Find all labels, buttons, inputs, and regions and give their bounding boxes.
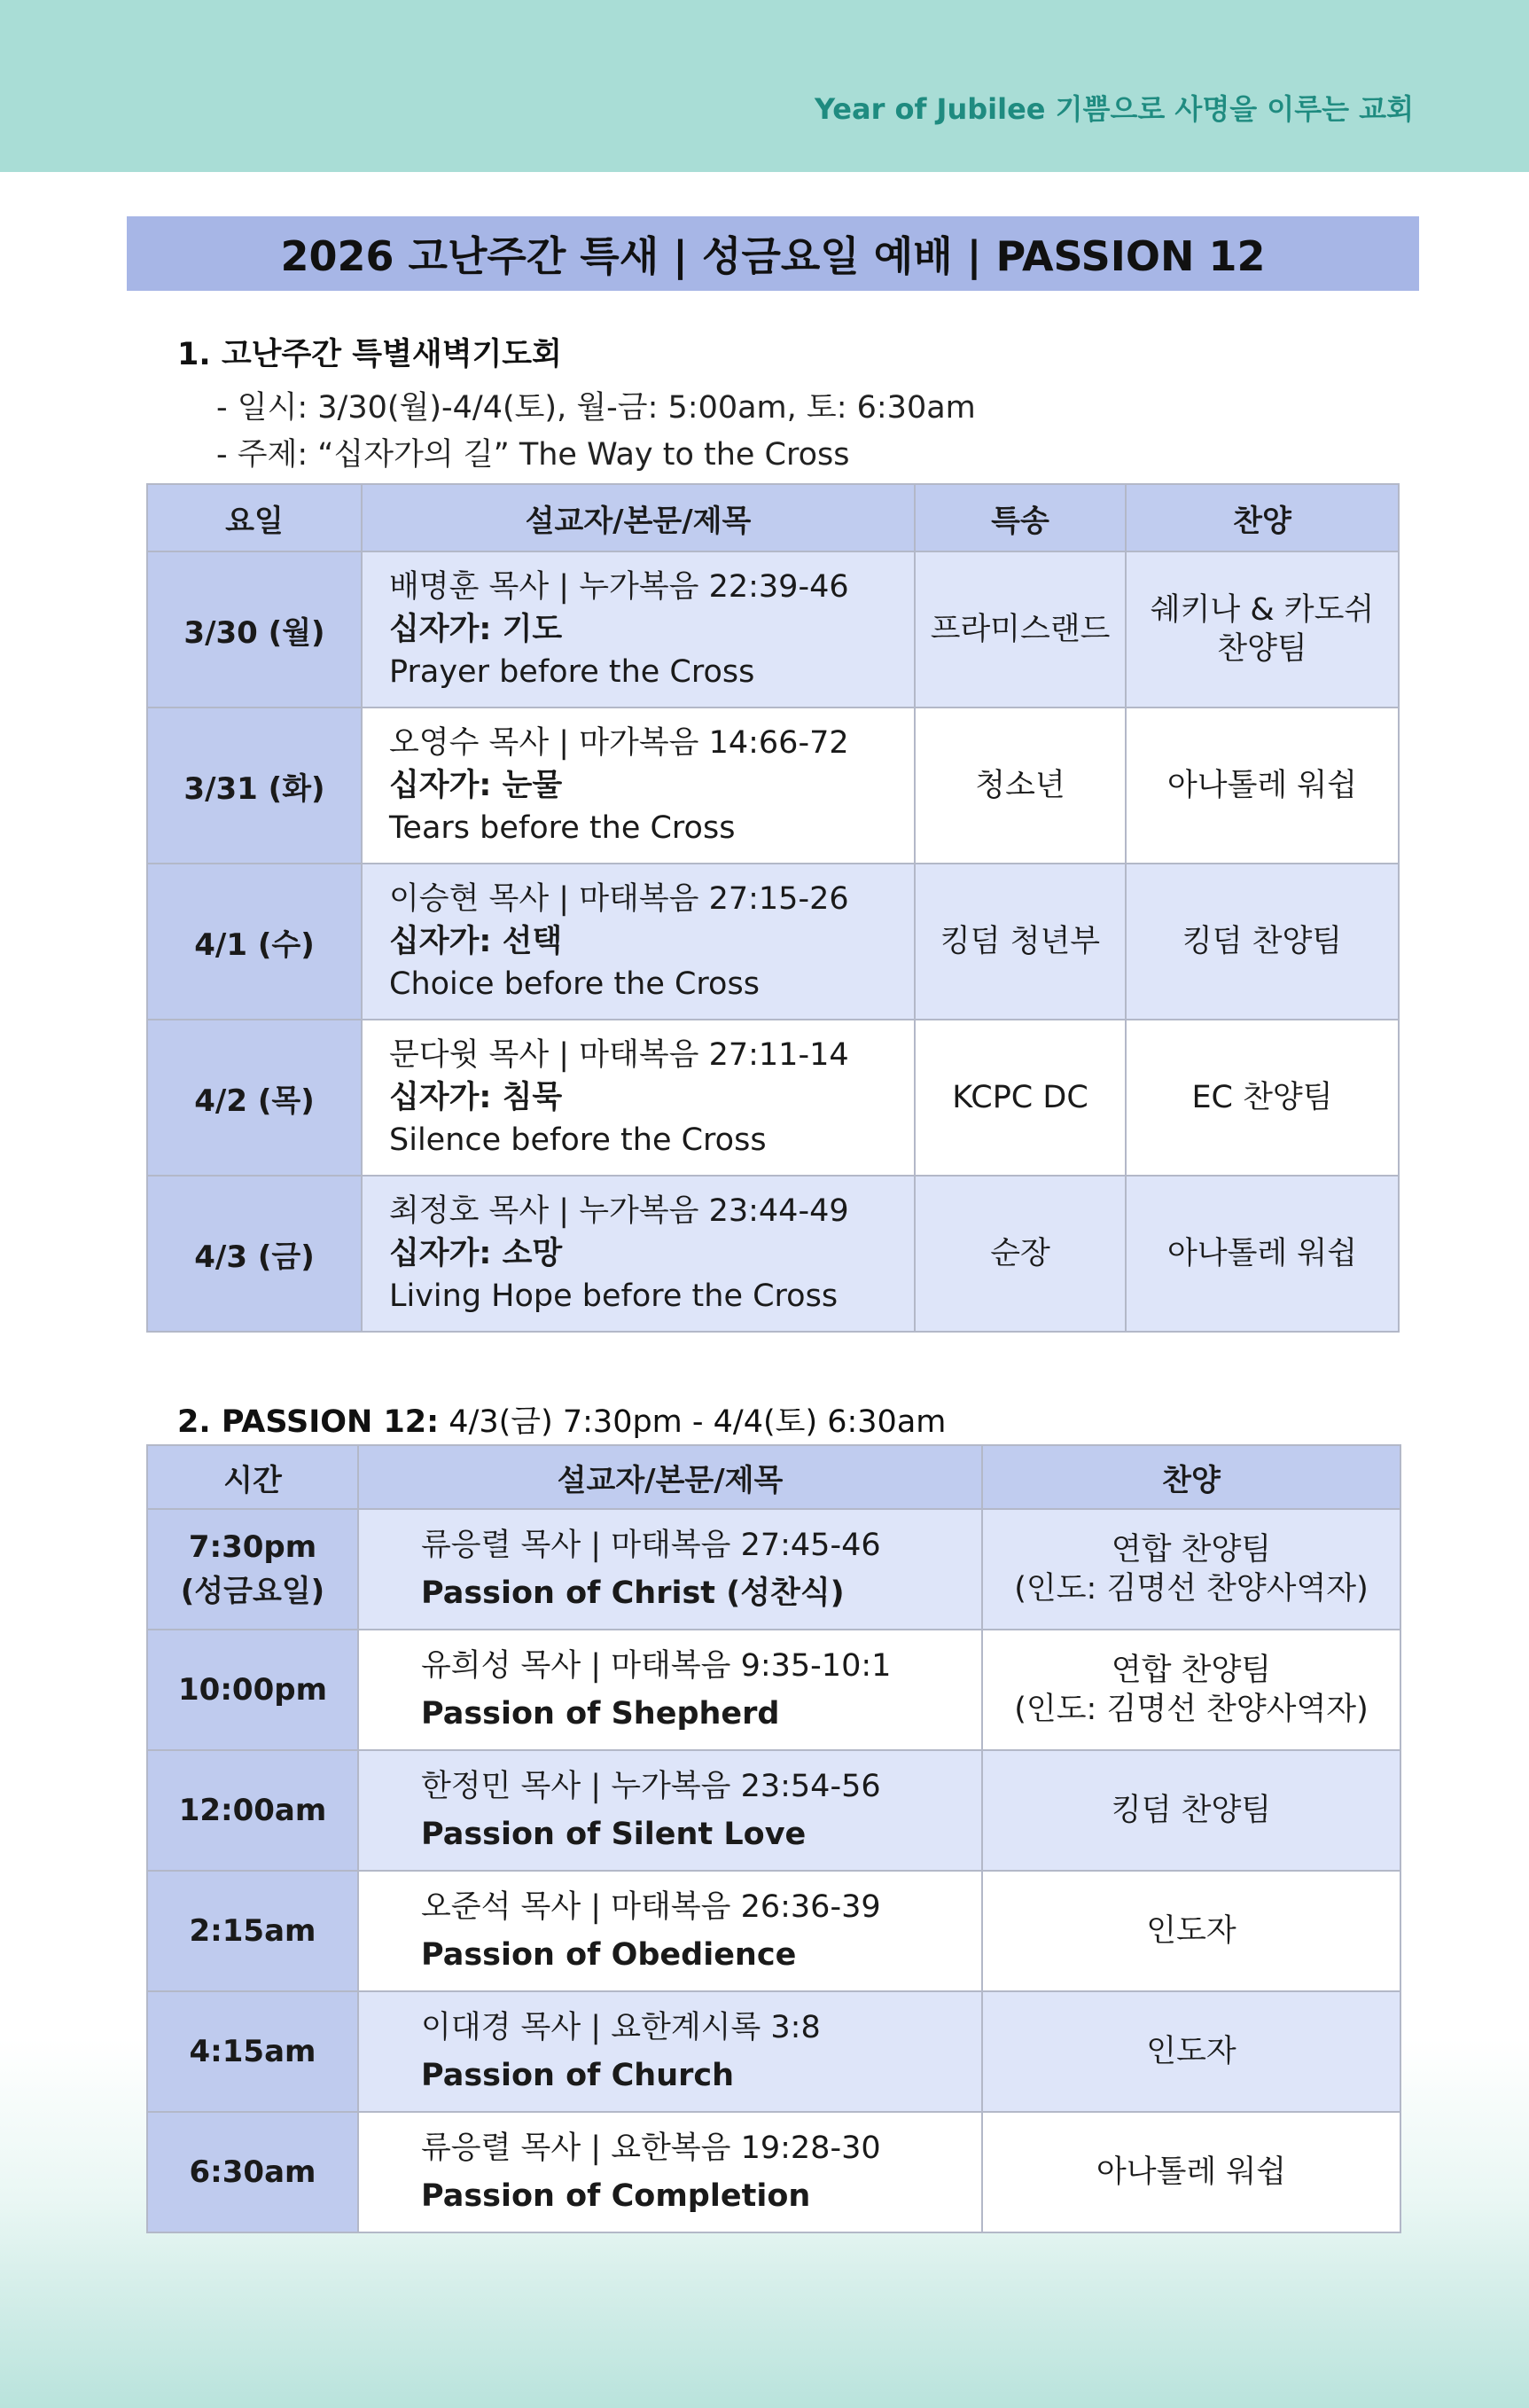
preacher-line: 배명훈 목사 | 누가복음 22:39-46 bbox=[389, 569, 849, 605]
section2-heading-label: 2. PASSION 12: bbox=[177, 1404, 440, 1440]
column-header-special: 특송 bbox=[915, 484, 1126, 551]
row-sermon bbox=[362, 1176, 915, 1332]
row-sermon bbox=[362, 551, 915, 708]
row-worship: 아나톨레 워쉽 bbox=[982, 2112, 1400, 2232]
row-worship: 아나톨레 워쉽 bbox=[1126, 708, 1399, 864]
table-row bbox=[147, 1509, 1400, 1630]
worship-team: 연합 찬양팀 bbox=[1111, 1532, 1272, 1568]
row-time: 2:15am bbox=[147, 1871, 358, 1991]
section1-heading: 1. 고난주간 특별새벽기도회 bbox=[177, 337, 562, 372]
sermon-title-en: Passion of Completion bbox=[421, 2178, 811, 2214]
table-row bbox=[147, 708, 1399, 864]
row-special: 순장 bbox=[915, 1176, 1126, 1332]
row-sermon bbox=[358, 1991, 982, 2112]
row-day: 4/2 (목) bbox=[147, 1020, 362, 1176]
table-row bbox=[147, 864, 1399, 1020]
time-value: 7:30pm bbox=[188, 1529, 317, 1565]
sermon-title-ko: 십자가: 소망 bbox=[389, 1236, 563, 1271]
row-sermon bbox=[362, 864, 915, 1020]
worship-leader: (인도: 김명선 찬양사역자) bbox=[1014, 1571, 1369, 1607]
row-special: KCPC DC bbox=[915, 1020, 1126, 1176]
sermon-title-en: Tears before the Cross bbox=[389, 810, 736, 846]
row-worship: 아나톨레 워쉽 bbox=[1126, 1176, 1399, 1332]
preacher-line: 류응렬 목사 | 요한복음 19:28-30 bbox=[421, 2130, 881, 2166]
row-day: 4/3 (금) bbox=[147, 1176, 362, 1332]
page-title: 2026 고난주간 특새 | 성금요일 예배 | PASSION 12 bbox=[127, 216, 1419, 291]
worship-leader: (인도: 김명선 찬양사역자) bbox=[1014, 1692, 1369, 1727]
row-time: 12:00am bbox=[147, 1750, 358, 1871]
table-row bbox=[147, 551, 1399, 708]
row-time bbox=[147, 1630, 358, 1750]
sermon-title-en: Prayer before the Cross bbox=[389, 654, 755, 690]
preacher-line: 최정호 목사 | 누가복음 23:44-49 bbox=[389, 1193, 849, 1229]
column-header-worship: 찬양 bbox=[982, 1445, 1400, 1509]
row-time: 6:30am bbox=[147, 2112, 358, 2232]
sermon-title-en: Passion of Shepherd bbox=[421, 1696, 780, 1732]
row-special: 프라미스랜드 bbox=[915, 551, 1126, 708]
section1-schedule: - 일시: 3/30(월)-4/4(토), 월-금: 5:00am, 토: 6:30am bbox=[216, 390, 976, 426]
row-worship: 킹덤 찬양팀 bbox=[1126, 864, 1399, 1020]
row-sermon bbox=[358, 1509, 982, 1630]
table-row bbox=[147, 1020, 1399, 1176]
column-header-time: 시간 bbox=[147, 1445, 358, 1509]
sermon-title-ko: 십자가: 침묵 bbox=[389, 1080, 563, 1115]
table-row bbox=[147, 2112, 1400, 2232]
column-header-day: 요일 bbox=[147, 484, 362, 551]
sermon-title-en: Passion of Obedience bbox=[421, 1937, 797, 1973]
sermon-title-en: Passion of Church bbox=[421, 2058, 735, 2093]
row-special: 킹덤 청년부 bbox=[915, 864, 1126, 1020]
row-day: 4/1 (수) bbox=[147, 864, 362, 1020]
sermon-title-note: (성찬식) bbox=[715, 1575, 845, 1611]
preacher-line: 유희성 목사 | 마태복음 9:35-10:1 bbox=[421, 1648, 892, 1684]
preacher-line: 류응렬 목사 | 마태복음 27:45-46 bbox=[421, 1528, 881, 1563]
preacher-line: 한정민 목사 | 누가복음 23:54-56 bbox=[421, 1769, 881, 1804]
row-worship bbox=[982, 1509, 1400, 1630]
section1-theme: - 주제: “십자가의 길” The Way to the Cross bbox=[216, 437, 850, 473]
sermon-title-ko: 십자가: 기도 bbox=[389, 612, 563, 647]
row-day: 3/31 (화) bbox=[147, 708, 362, 864]
row-time bbox=[147, 1509, 358, 1630]
table-row bbox=[147, 1630, 1400, 1750]
section2-heading bbox=[177, 1397, 946, 1442]
dawn-prayer-table bbox=[146, 483, 1400, 1333]
row-worship: 킹덤 찬양팀 bbox=[982, 1750, 1400, 1871]
preacher-line: 문다윗 목사 | 마태복음 27:11-14 bbox=[389, 1037, 849, 1073]
column-header-preacher: 설교자/본문/제목 bbox=[358, 1445, 982, 1509]
passion12-table bbox=[146, 1444, 1401, 2233]
row-sermon bbox=[358, 1750, 982, 1871]
row-sermon bbox=[358, 2112, 982, 2232]
row-worship bbox=[982, 1630, 1400, 1750]
preacher-line: 오영수 목사 | 마가복음 14:66-72 bbox=[389, 725, 849, 761]
row-special: 청소년 bbox=[915, 708, 1126, 864]
preacher-line: 오준석 목사 | 마태복음 26:36-39 bbox=[421, 1889, 881, 1925]
column-header-worship: 찬양 bbox=[1126, 484, 1399, 551]
row-sermon bbox=[362, 1020, 915, 1176]
sermon-title-en: Living Hope before the Cross bbox=[389, 1278, 839, 1314]
worship-team: 연합 찬양팀 bbox=[1111, 1653, 1272, 1688]
church-motto: Year of Jubilee 기쁨으로 사명을 이루는 교회 bbox=[815, 92, 1414, 126]
sermon-title-en: Choice before the Cross bbox=[389, 966, 760, 1002]
column-header-preacher: 설교자/본문/제목 bbox=[362, 484, 915, 551]
sermon-title-en: Silence before the Cross bbox=[389, 1122, 767, 1158]
time-note: (성금요일) bbox=[180, 1574, 325, 1609]
table-row bbox=[147, 1991, 1400, 2112]
row-worship: EC 찬양팀 bbox=[1126, 1020, 1399, 1176]
header-band bbox=[0, 0, 1529, 172]
row-time: 4:15am bbox=[147, 1991, 358, 2112]
row-sermon bbox=[358, 1630, 982, 1750]
preacher-line: 이승현 목사 | 마태복음 27:15-26 bbox=[389, 881, 849, 917]
time-value: 10:00pm bbox=[178, 1672, 327, 1708]
row-day: 3/30 (월) bbox=[147, 551, 362, 708]
sermon-title-ko: 십자가: 눈물 bbox=[389, 768, 563, 803]
sermon-title bbox=[421, 1569, 981, 1617]
section2-schedule: 4/3(금) 7:30pm - 4/4(토) 6:30am bbox=[439, 1404, 947, 1440]
table-row bbox=[147, 1750, 1400, 1871]
row-sermon bbox=[358, 1871, 982, 1991]
table-row bbox=[147, 1176, 1399, 1332]
table-row bbox=[147, 1871, 1400, 1991]
row-worship: 인도자 bbox=[982, 1871, 1400, 1991]
sermon-title-en: Passion of Christ bbox=[421, 1575, 716, 1611]
sermon-title-en: Passion of Silent Love bbox=[421, 1817, 807, 1852]
row-worship: 쉐키나 & 카도쉬 찬양팀 bbox=[1126, 551, 1399, 708]
preacher-line: 이대경 목사 | 요한계시록 3:8 bbox=[421, 2010, 821, 2045]
row-worship: 인도자 bbox=[982, 1991, 1400, 2112]
row-sermon bbox=[362, 708, 915, 864]
sermon-title-ko: 십자가: 선택 bbox=[389, 924, 563, 959]
